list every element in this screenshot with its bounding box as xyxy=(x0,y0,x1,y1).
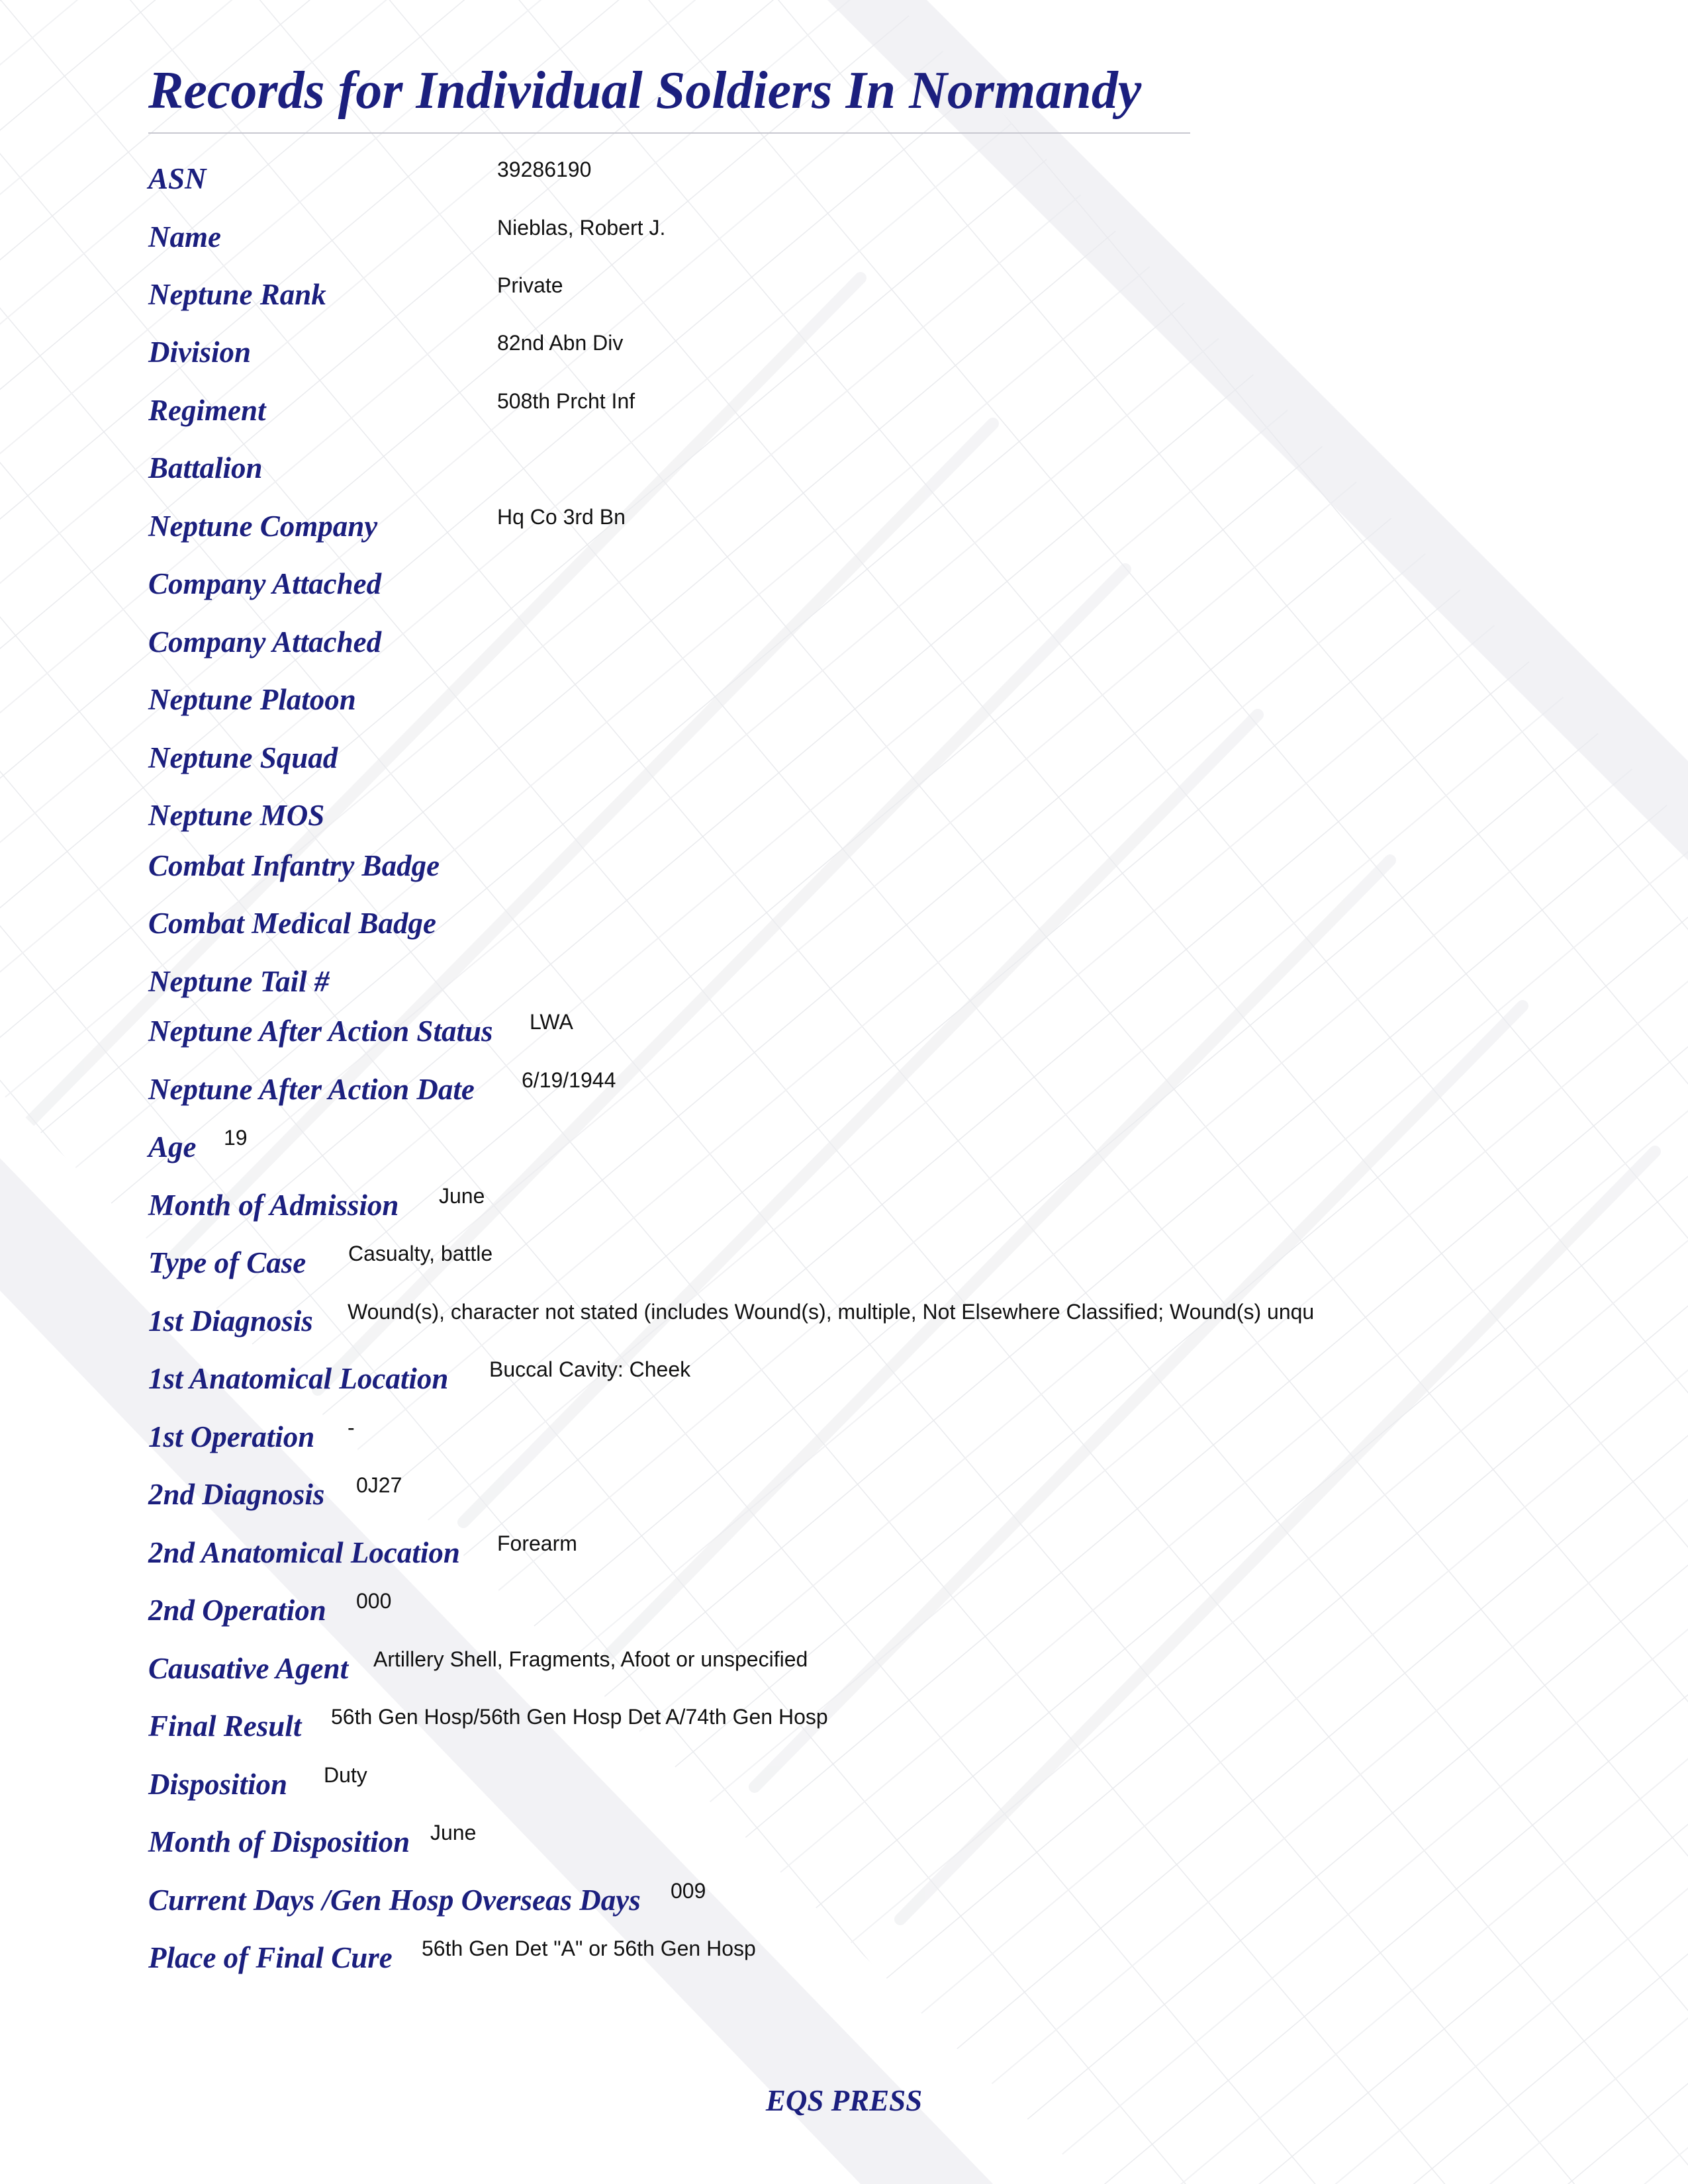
field-label: 2nd Operation xyxy=(148,1594,326,1627)
field-label: Neptune After Action Date xyxy=(148,1073,475,1106)
field-label: Company Attached xyxy=(148,625,382,659)
field-value: 56th Gen Hosp/56th Gen Hosp Det A/74th Gen Hosp xyxy=(331,1705,828,1729)
field-value: Nieblas, Robert J. xyxy=(497,216,666,240)
field-label: Neptune After Action Status xyxy=(148,1015,493,1048)
field-value: LWA xyxy=(530,1010,573,1034)
field-label: Neptune Platoon xyxy=(148,683,356,716)
field-label: Neptune MOS xyxy=(148,799,325,832)
page-title: Records for Individual Soldiers In Normandy xyxy=(148,62,1142,120)
field-label: 2nd Diagnosis xyxy=(148,1478,325,1511)
field-label: Combat Medical Badge xyxy=(148,907,436,940)
field-value: 39286190 xyxy=(497,158,592,181)
field-value: Private xyxy=(497,273,563,297)
field-label: Neptune Tail # xyxy=(148,965,330,998)
field-label: Division xyxy=(148,336,252,369)
field-label: Battalion xyxy=(148,451,263,484)
field-value: Casualty, battle xyxy=(348,1242,493,1265)
field-value: 0J27 xyxy=(356,1473,402,1497)
field-label: Type of Case xyxy=(148,1246,306,1279)
field-label: 1st Operation xyxy=(148,1420,315,1453)
field-label: Current Days /Gen Hosp Overseas Days xyxy=(148,1884,641,1917)
field-label: Place of Final Cure xyxy=(148,1941,393,1974)
field-value: - xyxy=(348,1416,355,1439)
field-label: Neptune Rank xyxy=(148,278,326,311)
field-label: Company Attached xyxy=(148,567,382,600)
field-label: Month of Admission xyxy=(148,1189,399,1222)
field-value: 56th Gen Det "A" or 56th Gen Hosp xyxy=(422,1936,756,1960)
field-value: Artillery Shell, Fragments, Afoot or unspecified xyxy=(373,1647,808,1671)
field-value: June xyxy=(439,1184,485,1208)
field-label: Neptune Company xyxy=(148,510,378,543)
field-label: Age xyxy=(148,1130,197,1163)
field-value: 19 xyxy=(224,1126,248,1150)
field-label: Neptune Squad xyxy=(148,741,338,774)
field-value: 82nd Abn Div xyxy=(497,331,624,355)
title-divider xyxy=(148,132,1190,134)
field-value: 009 xyxy=(671,1879,706,1903)
field-label: 1st Diagnosis xyxy=(148,1304,313,1338)
field-label: 1st Anatomical Location xyxy=(148,1362,449,1395)
field-label: Combat Infantry Badge xyxy=(148,849,440,882)
field-label: Name xyxy=(148,220,221,253)
field-value: 6/19/1944 xyxy=(522,1068,616,1092)
field-label: Disposition xyxy=(148,1768,288,1801)
field-value: 000 xyxy=(356,1589,392,1613)
field-value: June xyxy=(430,1821,477,1844)
field-value: 508th Prcht Inf xyxy=(497,389,635,413)
field-label: 2nd Anatomical Location xyxy=(148,1536,460,1569)
field-value: Duty xyxy=(324,1763,367,1787)
publisher-footer: EQS PRESS xyxy=(765,2084,923,2117)
field-label: Causative Agent xyxy=(148,1652,349,1685)
field-label: ASN xyxy=(148,162,207,195)
field-value: Wound(s), character not stated (includes Wound(s), multiple, Not Elsewhere Classified; Wound(s) unqu xyxy=(348,1300,1315,1324)
field-label: Month of Disposition xyxy=(148,1825,410,1858)
field-label: Regiment xyxy=(148,394,266,427)
field-value: Buccal Cavity: Cheek xyxy=(489,1357,691,1381)
field-label: Final Result xyxy=(148,1709,302,1743)
field-value: Hq Co 3rd Bn xyxy=(497,505,626,529)
field-value: Forearm xyxy=(497,1531,577,1555)
